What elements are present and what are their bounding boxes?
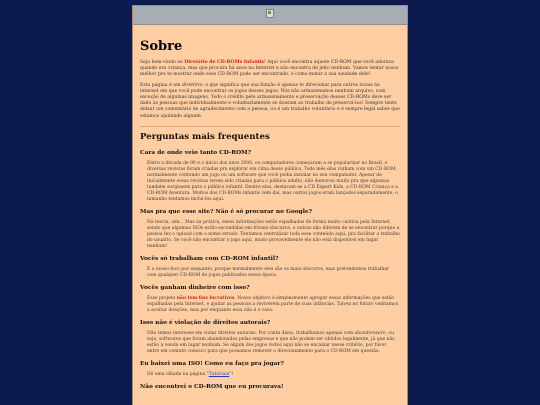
abandonware-emphasis: abandonware: [354, 330, 386, 336]
faq-answer: Na teoria, sim... Mas na prática, esses informações estão espalhadas de forma muito caótica pela Internet, sendo que algumas ISOs estão escondidas em fóruns obscuros, e outras não diferem de se encontrar porque a pessoa fez o upload com o nome errado. Tentamos centralizar toda esse conteúdo aqui, pra facilitar a trabalho do usuário. Se você não encontrar o jogo aqui, muito provavelmente ele não está disponível em lugar nenhum!: [147, 219, 400, 249]
faq-answer: É o nosso foco por enquanto, porque normalmente eles são os mais obscuros, mas pretendemos trabalhar com qualquer CD-ROM de jogos publicados nessa época.: [147, 266, 390, 278]
site-name-highlight: Diretório de CD-ROMs Infantis: [184, 60, 264, 65]
directory-text-start: Esta página é um: [140, 82, 182, 88]
faq-question: Vocês só trabalham com CD-ROM infantil?: [140, 255, 279, 262]
faq-question: Mas pra que esse site? Não é só procurar no Google?: [140, 208, 312, 215]
directory-emphasis: diretório: [181, 82, 203, 88]
faq-question: Eu baixei uma ISO! Como eu faço pra jogar?: [140, 360, 284, 367]
directory-text-end: , o que significa que sua função é apenas te direcionar para outros locais na internet em que você pode encontrar os jogos desses jogos. Nós não armazenamos nenhum arquivo, com exceção de algumas imagens. Todo o crédito pelo armazenamento e preservação desses CD-ROMs deve ser dado às pessoas que individualmente e voluntariamente se doaram ao trabalho de preservá-los! Sempre tente deixar um comentário de agradecimento com a pessoa, ou é um trabalho voluntário e é sempre legal saber que estamos ajudando alguém.: [140, 82, 400, 119]
faq-question: Não encontrei o CD-ROM que eu procurava!: [140, 383, 284, 390]
faq-answer: [147, 296, 400, 314]
directory-paragraph: [140, 83, 400, 120]
section-divider: [140, 126, 400, 127]
faq-answer: [147, 372, 400, 378]
intro-text-start: Seja bem-vindo ao: [140, 60, 185, 65]
faq-answer: Entre a década de 90 e o início dos anos 2000, os computadores começaram a se popularizar no Brasil, e diversas revistas foram criadas pra explorar em cima desse público. Todo mês elas vinham com um CD-ROM, normalmente contendo um jogo ou um software que você podia instalar no seu computador. Apesar de inicialmente essas revistas terem sido criadas para o público adulto, não demorou muito pra que algumas também surgissem para o público infantil. Dentre elas, destacam-se a CD Expert Kids, a CD-ROM Criança e a CD-ROM Aventura. Muitos dos CD-ROMs infantis vem daí, mas outros jogos eram lançados separadamente, o tamanho tentamos incluí-los aqui.: [147, 160, 398, 202]
intro-text-end: ! Aqui você encontra aquele CD-ROM que você adorava quando era criança, mas que procura há anos na Internet e não encontra de jeito nenhum. Vamos tentar nosso melhor pra te mostrar onde esse CD-ROM pode ser encontrado, e como matar a sua saudade dele!: [140, 60, 399, 78]
answer-text-start: Esse projeto: [147, 295, 177, 301]
answer-text-start: Não temos interesse em violar direitos autorais. Por conta disso, trabalhamos apenas com: [147, 330, 355, 336]
broken-image-icon: [266, 9, 274, 18]
answer-text-start: Dê uma olhada na página ": [147, 371, 209, 377]
main-content: [133, 39, 407, 390]
faq-title: Perguntas mais frequentes: [140, 131, 270, 142]
answer-text-end: "!: [229, 371, 234, 377]
answer-text-end: . Nosso objetivo é simplesmente agregar essas informações que estão espalhadas pela Internet, e ajudar as pessoas a reviverem parte de suas infâncias. Talvez no futuro venhamos a aceitar doações, mas por enquanto essa não é o caso.: [147, 295, 399, 313]
page-container: [132, 5, 408, 405]
faq-question: Vocês ganham dinheiro com isso?: [140, 284, 250, 291]
nonprofit-highlight: não tem fins lucrativos: [176, 295, 235, 301]
faq-question: Cara de onde veio tanto CD-ROM?: [140, 149, 251, 156]
faq-question: Isso não é violação de direitos autorais?: [140, 319, 271, 326]
answer-text-end: , ou seja, softwares que foram abandonados pelas empresas e que não podem ser obtidos legalmente, já que não estão à venda em lugar nenhum. Se algum dos jogos vistos aqui não se encaixar nesse critério, por favor entre em contato conosco para que possamos remover o direcionamento para o CD-ROM em questão.: [147, 330, 395, 354]
intro-paragraph: [140, 60, 400, 79]
header-banner: [133, 6, 407, 25]
tutorials-link[interactable]: Tutoriais: [208, 371, 230, 377]
page-title: Sobre: [140, 39, 183, 54]
faq-answer: [147, 331, 400, 355]
